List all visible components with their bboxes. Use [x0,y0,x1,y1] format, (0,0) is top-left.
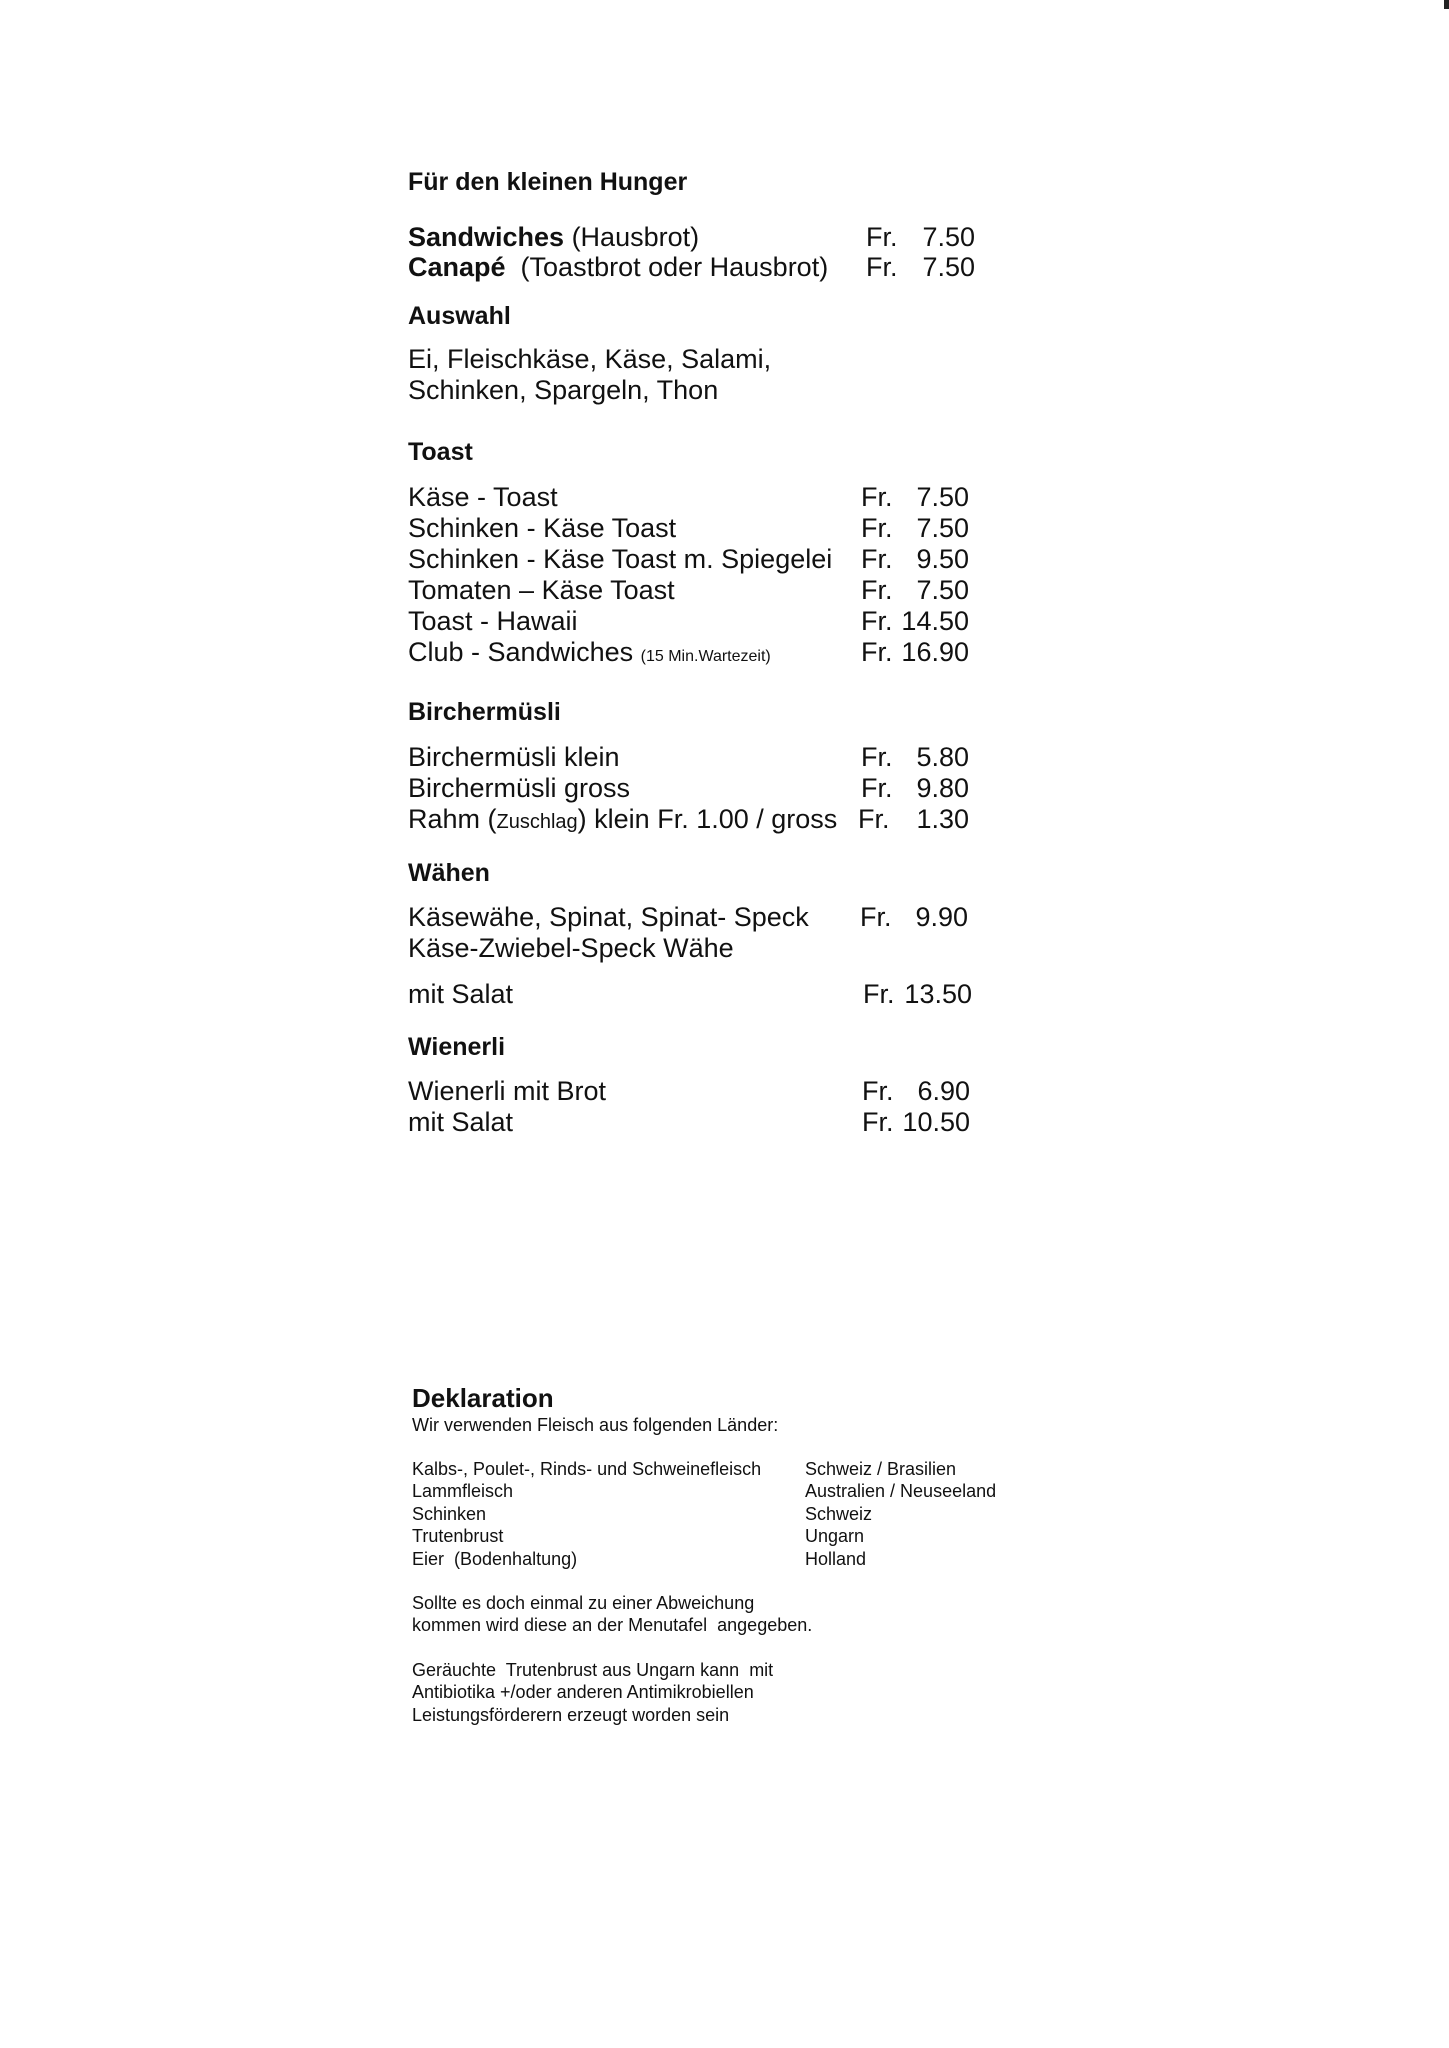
origin-country: Holland [805,1549,867,1569]
item-price: 14.50 [901,606,969,636]
item-name-part: ) klein Fr. 1.00 / gross [577,804,838,834]
item-currency: Fr. [861,575,893,605]
item-price: 16.90 [901,637,969,667]
deklaration-row [412,1458,1032,1481]
item-price: 7.50 [916,575,969,605]
item-currency: Fr. [861,742,893,772]
item-currency: Fr. [861,773,893,803]
origin-country: Australien / Neuseeland [805,1481,997,1501]
deklaration-note-line: Leistungsförderern erzeugt worden sein [412,1705,730,1725]
item-name: Schinken - Käse Toast [408,513,677,543]
item-name: Club - Sandwiches [408,637,634,667]
item-price: 7.50 [916,513,969,543]
item-name: Käse - Toast [408,482,558,512]
menu-item [408,979,978,1010]
item-currency: Fr. [866,222,898,252]
item-currency: Fr. [860,902,892,932]
item-price: 5.80 [916,742,969,772]
item-currency: Fr. [861,606,893,636]
item-price: 6.90 [917,1076,970,1106]
menu-item [408,606,978,637]
deklaration-note-line: Sollte es doch einmal zu einer Abweichung [412,1593,755,1613]
item-price: 9.90 [915,902,968,932]
menu-item [408,1076,978,1107]
meat-type: Kalbs-, Poulet-, Rinds- und Schweinefleisch [412,1459,762,1479]
section-title-birchermuesli: Birchermüsli [408,698,561,726]
item-price: 7.50 [922,252,975,282]
menu-item [408,742,978,773]
section-title-kleiner-hunger: Für den kleinen Hunger [408,168,688,196]
meat-type: Trutenbrust [412,1526,504,1546]
item-currency: Fr. [862,1076,894,1106]
item-currency: Fr. [861,637,893,667]
deklaration-row [412,1503,1032,1526]
deklaration-row [412,1525,1032,1548]
item-currency: Fr. [861,482,893,512]
waehen-line: Käse-Zwiebel-Speck Wähe [408,933,734,963]
item-name: Birchermüsli gross [408,773,631,803]
item-name: Wienerli mit Brot [408,1076,607,1106]
meat-type: Eier (Bodenhaltung) [412,1549,578,1569]
item-price: 9.80 [916,773,969,803]
menu-item [408,544,978,575]
item-currency: Fr. [861,513,893,543]
item-note: Zuschlag [496,811,578,833]
menu-item [408,1107,978,1138]
section-title-toast: Toast [408,438,473,466]
item-name: mit Salat [408,1107,514,1137]
item-currency: Fr. [861,544,893,574]
deklaration-note-line: Geräuchte Trutenbrust aus Ungarn kann mit [412,1660,774,1680]
deklaration-note-line: Antibiotika +/oder anderen Antimikrobiellen [412,1682,754,1702]
item-name: Birchermüsli klein [408,742,620,772]
item-currency: Fr. [863,979,895,1009]
item-name: Käsewähe, Spinat, Spinat- Speck [408,902,809,932]
item-price: 9.50 [916,544,969,574]
auswahl-line: Schinken, Spargeln, Thon [408,375,719,405]
menu-item [408,804,978,835]
item-name: Toast - Hawaii [408,606,578,636]
menu-item [408,222,978,253]
item-price: 13.50 [904,979,972,1009]
auswahl-line: Ei, Fleischkäse, Käse, Salami, [408,344,772,374]
deklaration-note-line: kommen wird diese an der Menutafel angegeben. [412,1615,813,1635]
menu-item [408,252,978,283]
section-title-waehen: Wähen [408,859,490,887]
deklaration-row [412,1548,1032,1571]
item-name: Tomaten – Käse Toast [408,575,675,605]
item-name: mit Salat [408,979,514,1009]
menu-item [408,575,978,606]
deklaration-row [412,1480,1032,1503]
item-currency: Fr. [866,252,898,282]
item-note: (15 Min.Wartezeit) [640,648,771,665]
item-price: 10.50 [902,1107,970,1137]
item-name: Canapé [408,252,506,282]
menu-item [408,773,978,804]
item-name: Schinken - Käse Toast m. Spiegelei [408,544,833,574]
item-currency: Fr. [862,1107,894,1137]
item-currency: Fr. [858,804,890,834]
menu-item [408,637,978,668]
menu-item [408,902,978,933]
deklaration-title: Deklaration [412,1383,554,1413]
origin-country: Ungarn [805,1526,865,1546]
origin-country: Schweiz / Brasilien [805,1459,957,1479]
item-price: 7.50 [916,482,969,512]
item-note: (Toastbrot oder Hausbrot) [505,252,829,282]
scan-edge-mark [1444,0,1449,9]
menu-item [408,513,978,544]
item-price: 7.50 [922,222,975,252]
section-title-auswahl: Auswahl [408,302,511,330]
section-title-wienerli: Wienerli [408,1033,506,1061]
meat-type: Lammfleisch [412,1481,514,1501]
meat-type: Schinken [412,1504,487,1524]
item-name-part: Rahm ( [408,804,497,834]
item-note: (Hausbrot) [564,222,700,252]
item-price: 1.30 [916,804,969,834]
item-name: Sandwiches [408,222,565,252]
origin-country: Schweiz [805,1504,873,1524]
menu-item [408,482,978,513]
deklaration-intro: Wir verwenden Fleisch aus folgenden Länder: [412,1415,779,1435]
